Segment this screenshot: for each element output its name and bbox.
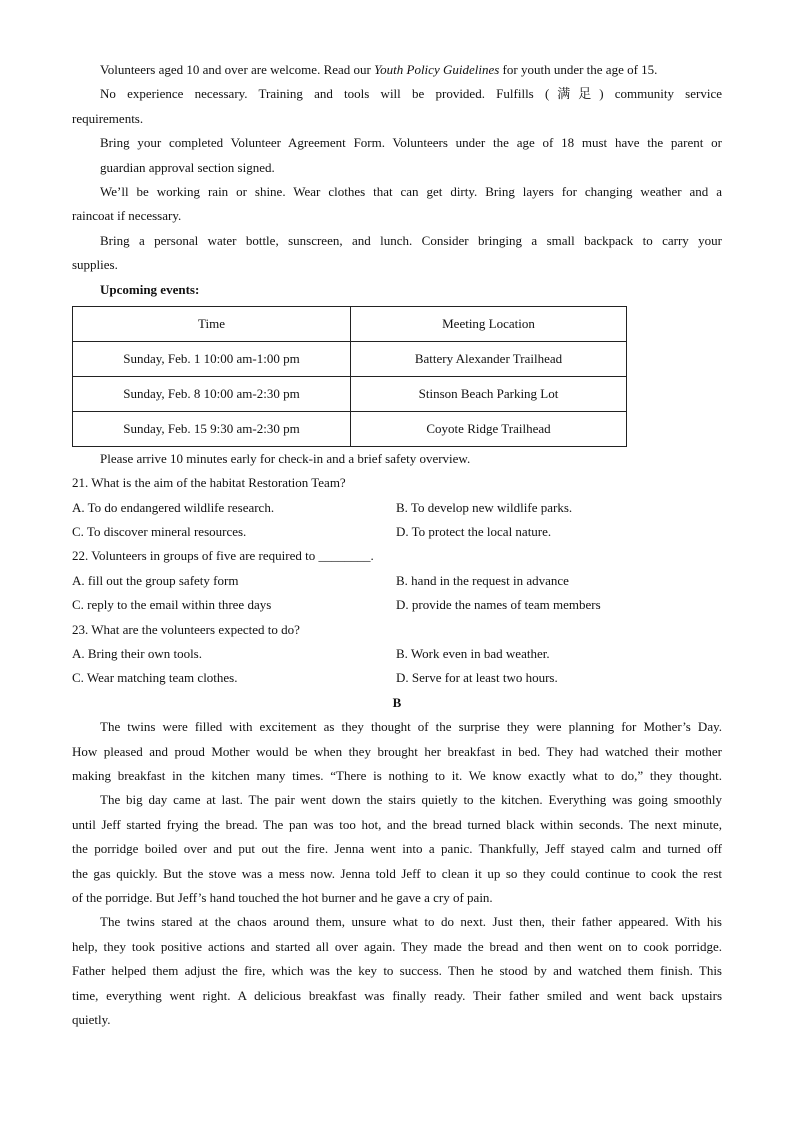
question-21-options-row-1: [72, 496, 722, 520]
events-table: [72, 306, 627, 447]
intro-p3-line1: Bring your completed Volunteer Agreement Form. Volunteers under the age of 18 must have the parent or: [100, 135, 722, 151]
document-page: [72, 58, 722, 1032]
b-para2-line: the gas quickly. But the stove was a mess now. Jenna told Jeff to clean it up so they could continue to cook the rest: [72, 865, 722, 881]
option-b: B. Work even in bad weather.: [396, 646, 550, 662]
upcoming-events-heading: Upcoming events:: [100, 281, 200, 297]
header-time: Time: [73, 306, 351, 341]
option-c: C. Wear matching team clothes.: [72, 670, 238, 686]
question-22-stem: 22. Volunteers in groups of five are required to ________.: [72, 548, 374, 564]
intro-p2-line2: requirements.: [72, 110, 144, 126]
event-location: Stinson Beach Parking Lot: [351, 376, 627, 411]
intro-p1-before: Volunteers aged 10 and over are welcome. Read our: [100, 62, 375, 77]
header-meeting-location: Meeting Location: [351, 306, 627, 341]
event-time: Sunday, Feb. 15 9:30 am-2:30 pm: [73, 411, 351, 446]
table-header-row: [73, 306, 627, 341]
intro-p5-line1: Bring a personal water bottle, sunscreen, and lunch. Consider bringing a small backpack to carry your: [100, 232, 722, 248]
event-location: Coyote Ridge Trailhead: [351, 411, 627, 446]
intro-p4-line1: We’ll be working rain or shine. Wear clothes that can get dirty. Bring layers for changing weather and a: [100, 183, 722, 199]
option-a: A. Bring their own tools.: [72, 646, 202, 662]
intro-paragraph-1: [72, 58, 722, 82]
table-row: [73, 341, 627, 376]
question-21-options-row-2: [72, 520, 722, 544]
option-d: D. To protect the local nature.: [396, 524, 552, 540]
option-a: A. To do endangered wildlife research.: [72, 499, 275, 515]
table-row: [73, 376, 627, 411]
intro-p4-line2: raincoat if necessary.: [72, 208, 182, 224]
question-23-options-row-2: [72, 666, 722, 690]
intro-p3-line2: guardian approval section signed.: [100, 159, 275, 175]
event-time: Sunday, Feb. 1 10:00 am-1:00 pm: [73, 341, 351, 376]
b-para2-line: the porridge boiled over and put out the fire. Jenna went into a panic. Thankfully, Jeff stayed calm and turned off: [72, 841, 722, 857]
section-b-label: B: [392, 694, 402, 710]
intro-p2-line1: No experience necessary. Training and tools will be provided. Fulfills (满足) community service: [100, 86, 722, 102]
question-22-options-row-2: [72, 593, 722, 617]
b-para1-line: The twins were filled with excitement as they thought of the surprise they were planning for Mother’s Day.: [100, 719, 722, 735]
option-d: D. provide the names of team members: [396, 597, 601, 613]
option-c: C. To discover mineral resources.: [72, 524, 247, 540]
intro-p1-after: for youth under the age of 15.: [499, 62, 658, 77]
b-para3-line: quietly.: [72, 1011, 111, 1027]
b-para2-line: until Jeff started frying the bread. The pan was too hot, and the bread turned black within seconds. The next minute,: [72, 816, 722, 832]
question-21-stem: 21. What is the aim of the habitat Restoration Team?: [72, 475, 346, 491]
b-para3-line: The twins stared at the chaos around them, unsure what to do next. Just then, their father appeared. With his: [100, 914, 722, 930]
intro-p5-line2: supplies.: [72, 257, 118, 273]
b-para1-line: How pleased and proud Mother would be when they brought her breakfast in bed. They had watched their mother: [72, 743, 722, 759]
option-b: B. hand in the request in advance: [396, 572, 569, 588]
arrival-note: Please arrive 10 minutes early for check-in and a brief safety overview.: [100, 450, 471, 466]
question-23-options-row-1: [72, 642, 722, 666]
question-23-stem: 23. What are the volunteers expected to do?: [72, 621, 300, 637]
option-a: A. fill out the group safety form: [72, 572, 239, 588]
question-22-options-row-1: [72, 569, 722, 593]
b-para2-line: of the porridge. But Jeff’s hand touched the hot burner and he gave a cry of pain.: [72, 889, 493, 905]
b-para3-line: time, everything went right. A delicious breakfast was finally ready. Their father smiled and went back upstairs: [72, 987, 722, 1003]
option-d: D. Serve for at least two hours.: [396, 670, 558, 686]
option-c: C. reply to the email within three days: [72, 597, 272, 613]
option-b: B. To develop new wildlife parks.: [396, 499, 573, 515]
table-row: [73, 411, 627, 446]
event-time: Sunday, Feb. 8 10:00 am-2:30 pm: [73, 376, 351, 411]
b-para1-line: making breakfast in the kitchen many times. “There is nothing to it. We know exactly what to do,” they thought.: [72, 767, 722, 783]
b-para2-line: The big day came at last. The pair went down the stairs quietly to the kitchen. Everything was going smoothly: [100, 792, 722, 808]
b-para3-line: Father helped them adjust the fire, which was the key to success. Then he stood by and watched them finish. This: [72, 963, 722, 979]
policy-title: Youth Policy Guidelines: [374, 62, 500, 77]
b-para3-line: help, they took positive actions and started all over again. They made the bread and then went on to cook porridge.: [72, 938, 722, 954]
event-location: Battery Alexander Trailhead: [351, 341, 627, 376]
